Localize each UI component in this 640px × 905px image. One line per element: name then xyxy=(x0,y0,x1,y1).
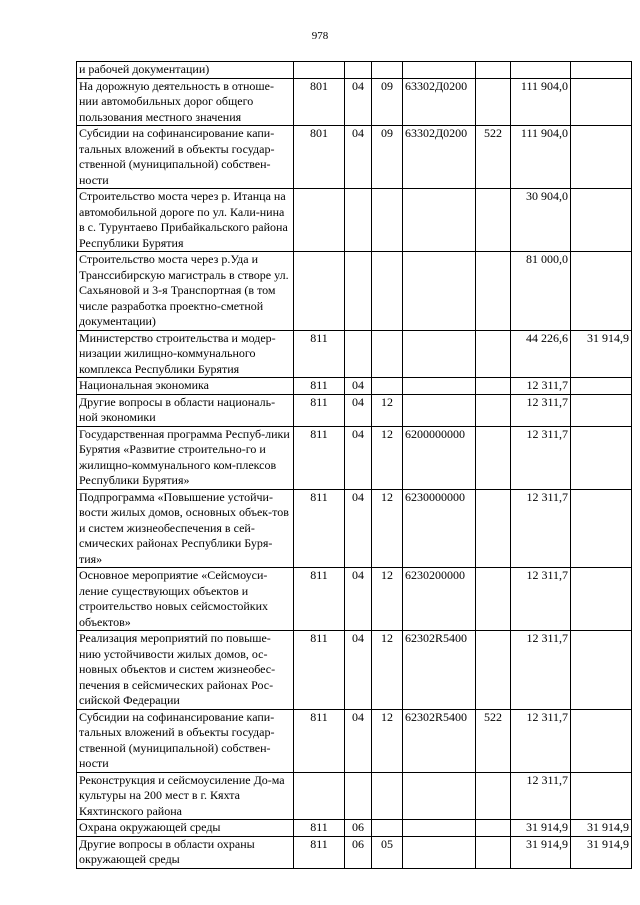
subsection-code-cell: 05 xyxy=(372,836,403,868)
amount-cell: 30 904,0 xyxy=(511,189,571,252)
table-row xyxy=(77,78,632,126)
section-code-cell xyxy=(345,62,372,79)
section-code-cell: 04 xyxy=(345,126,372,189)
subsection-code-cell xyxy=(372,820,403,837)
amount-cell: 12 311,7 xyxy=(511,378,571,395)
subsection-code-cell xyxy=(372,330,403,378)
target-article-code-cell xyxy=(403,772,476,820)
row-name-cell: Основное мероприятие «Сейсмоуси-ление существующих объектов и строительство новых сейсмостойких объектов» xyxy=(77,568,294,631)
expense-type-code-cell: 522 xyxy=(476,126,511,189)
page-number: 978 xyxy=(311,30,329,42)
amount-subvention-cell xyxy=(571,189,632,252)
ministry-code-cell xyxy=(294,189,345,252)
table-row xyxy=(77,394,632,426)
table-row xyxy=(77,126,632,189)
row-name-cell: Государственная программа Респуб-лики Бурятия «Развитие строительно-го и жилищно-коммунального ком-плексов Республики Бурятия» xyxy=(77,426,294,489)
amount-subvention-cell xyxy=(571,489,632,568)
target-article-code-cell: 6200000000 xyxy=(403,426,476,489)
target-article-code-cell xyxy=(403,252,476,331)
target-article-code-cell: 62302R5400 xyxy=(403,631,476,710)
expense-type-code-cell: 522 xyxy=(476,709,511,772)
subsection-code-cell: 09 xyxy=(372,126,403,189)
subsection-code-cell: 12 xyxy=(372,709,403,772)
subsection-code-cell xyxy=(372,62,403,79)
target-article-code-cell xyxy=(403,62,476,79)
table-row xyxy=(77,378,632,395)
ministry-code-cell: 811 xyxy=(294,709,345,772)
ministry-code-cell: 811 xyxy=(294,426,345,489)
amount-cell: 111 904,0 xyxy=(511,126,571,189)
amount-cell: 12 311,7 xyxy=(511,772,571,820)
ministry-code-cell: 811 xyxy=(294,394,345,426)
expense-type-code-cell xyxy=(476,489,511,568)
subsection-code-cell: 12 xyxy=(372,394,403,426)
amount-subvention-cell xyxy=(571,709,632,772)
ministry-code-cell: 811 xyxy=(294,631,345,710)
amount-subvention-cell xyxy=(571,78,632,126)
amount-subvention-cell xyxy=(571,772,632,820)
row-name-cell: Строительство моста через р.Уда и Транссибирскую магистраль в створе ул. Сахьяновой и 3-я Транспортная (в том числе разработка проектно-сметной документации) xyxy=(77,252,294,331)
amount-subvention-cell xyxy=(571,62,632,79)
amount-subvention-cell: 31 914,9 xyxy=(571,836,632,868)
ministry-code-cell: 811 xyxy=(294,489,345,568)
amount-subvention-cell xyxy=(571,378,632,395)
section-code-cell xyxy=(345,189,372,252)
amount-subvention-cell: 31 914,9 xyxy=(571,330,632,378)
row-name-cell: Подпрограмма «Повышение устойчи-вости жилых домов, основных объек-тов и систем жизнеобеспечения в сей-смических районах Республики Буря-тия» xyxy=(77,489,294,568)
row-name-cell: Другие вопросы в области националь-ной экономики xyxy=(77,394,294,426)
expense-type-code-cell xyxy=(476,426,511,489)
amount-cell: 12 311,7 xyxy=(511,631,571,710)
row-name-cell: Строительство моста через р. Итанца на автомобильной дороге по ул. Кали-нина в с. Турунтаево Прибайкальского района Республики Бурятия xyxy=(77,189,294,252)
section-code-cell: 04 xyxy=(345,78,372,126)
subsection-code-cell: 09 xyxy=(372,78,403,126)
section-code-cell xyxy=(345,772,372,820)
ministry-code-cell xyxy=(294,252,345,331)
target-article-code-cell: 62302R5400 xyxy=(403,709,476,772)
ministry-code-cell: 811 xyxy=(294,378,345,395)
section-code-cell: 04 xyxy=(345,489,372,568)
ministry-code-cell: 811 xyxy=(294,568,345,631)
expense-type-code-cell xyxy=(476,378,511,395)
table-row xyxy=(77,252,632,331)
expense-type-code-cell xyxy=(476,820,511,837)
ministry-code-cell: 811 xyxy=(294,820,345,837)
expense-type-code-cell xyxy=(476,772,511,820)
ministry-code-cell: 811 xyxy=(294,836,345,868)
table-row xyxy=(77,820,632,837)
target-article-code-cell xyxy=(403,330,476,378)
amount-cell: 111 904,0 xyxy=(511,78,571,126)
row-name-cell: Реализация мероприятий по повыше-нию устойчивости жилых домов, ос-новных объектов и систем жизнеобес-печения в сейсмических районах Рос-сийской Федерации xyxy=(77,631,294,710)
row-name-cell: Другие вопросы в области охраны окружающей среды xyxy=(77,836,294,868)
ministry-code-cell xyxy=(294,772,345,820)
amount-cell: 12 311,7 xyxy=(511,709,571,772)
target-article-code-cell xyxy=(403,189,476,252)
subsection-code-cell xyxy=(372,378,403,395)
amount-subvention-cell xyxy=(571,394,632,426)
subsection-code-cell xyxy=(372,772,403,820)
row-name-cell: Субсидии на софинансирование капи-тальных вложений в объекты государ-ственной (муниципальной) собствен-ности xyxy=(77,709,294,772)
table-row xyxy=(77,772,632,820)
table-row xyxy=(77,189,632,252)
subsection-code-cell: 12 xyxy=(372,568,403,631)
expense-type-code-cell xyxy=(476,252,511,331)
target-article-code-cell: 6230000000 xyxy=(403,489,476,568)
expense-type-code-cell xyxy=(476,189,511,252)
amount-subvention-cell xyxy=(571,252,632,331)
amount-subvention-cell xyxy=(571,126,632,189)
section-code-cell xyxy=(345,330,372,378)
row-name-cell: Охрана окружающей среды xyxy=(77,820,294,837)
amount-cell: 12 311,7 xyxy=(511,394,571,426)
section-code-cell: 04 xyxy=(345,426,372,489)
amount-cell: 12 311,7 xyxy=(511,489,571,568)
section-code-cell: 06 xyxy=(345,820,372,837)
table-row xyxy=(77,62,632,79)
amount-cell: 44 226,6 xyxy=(511,330,571,378)
target-article-code-cell xyxy=(403,394,476,426)
expense-type-code-cell xyxy=(476,330,511,378)
section-code-cell: 04 xyxy=(345,709,372,772)
section-code-cell: 04 xyxy=(345,378,372,395)
amount-cell: 81 000,0 xyxy=(511,252,571,331)
subsection-code-cell: 12 xyxy=(372,489,403,568)
section-code-cell: 04 xyxy=(345,568,372,631)
amount-cell: 31 914,9 xyxy=(511,820,571,837)
amount-subvention-cell xyxy=(571,631,632,710)
ministry-code-cell: 801 xyxy=(294,78,345,126)
subsection-code-cell: 12 xyxy=(372,426,403,489)
table-row xyxy=(77,631,632,710)
expense-type-code-cell xyxy=(476,394,511,426)
row-name-cell: Министерство строительства и модер-низации жилищно-коммунального комплекса Республики Бурятия xyxy=(77,330,294,378)
expense-type-code-cell xyxy=(476,78,511,126)
row-name-cell: На дорожную деятельность в отноше-нии автомобильных дорог общего пользования местного значения xyxy=(77,78,294,126)
ministry-code-cell: 801 xyxy=(294,126,345,189)
amount-cell: 31 914,9 xyxy=(511,836,571,868)
section-code-cell: 04 xyxy=(345,631,372,710)
expense-type-code-cell xyxy=(476,836,511,868)
ministry-code-cell: 811 xyxy=(294,330,345,378)
row-name-cell: Реконструкция и сейсмоусиление До-ма культуры на 200 мест в г. Кяхта Кяхтинского района xyxy=(77,772,294,820)
target-article-code-cell: 63302Д0200 xyxy=(403,78,476,126)
amount-subvention-cell xyxy=(571,426,632,489)
budget-table xyxy=(76,61,632,869)
ministry-code-cell xyxy=(294,62,345,79)
amount-cell: 12 311,7 xyxy=(511,426,571,489)
subsection-code-cell xyxy=(372,189,403,252)
section-code-cell: 06 xyxy=(345,836,372,868)
row-name-cell: Национальная экономика xyxy=(77,378,294,395)
section-code-cell xyxy=(345,252,372,331)
target-article-code-cell xyxy=(403,378,476,395)
expense-type-code-cell xyxy=(476,631,511,710)
amount-subvention-cell: 31 914,9 xyxy=(571,820,632,837)
table-row xyxy=(77,568,632,631)
row-name-cell: Субсидии на софинансирование капи-тальных вложений в объекты государ-ственной (муниципальной) собствен-ности xyxy=(77,126,294,189)
target-article-code-cell xyxy=(403,820,476,837)
target-article-code-cell xyxy=(403,836,476,868)
row-name-cell: и рабочей документации) xyxy=(77,62,294,79)
target-article-code-cell: 6230200000 xyxy=(403,568,476,631)
table-row xyxy=(77,426,632,489)
budget-table-body xyxy=(77,62,632,869)
section-code-cell: 04 xyxy=(345,394,372,426)
amount-subvention-cell xyxy=(571,568,632,631)
table-row xyxy=(77,709,632,772)
subsection-code-cell: 12 xyxy=(372,631,403,710)
table-row xyxy=(77,489,632,568)
amount-cell xyxy=(511,62,571,79)
expense-type-code-cell xyxy=(476,62,511,79)
table-row xyxy=(77,836,632,868)
amount-cell: 12 311,7 xyxy=(511,568,571,631)
subsection-code-cell xyxy=(372,252,403,331)
expense-type-code-cell xyxy=(476,568,511,631)
target-article-code-cell: 63302Д0200 xyxy=(403,126,476,189)
table-row xyxy=(77,330,632,378)
